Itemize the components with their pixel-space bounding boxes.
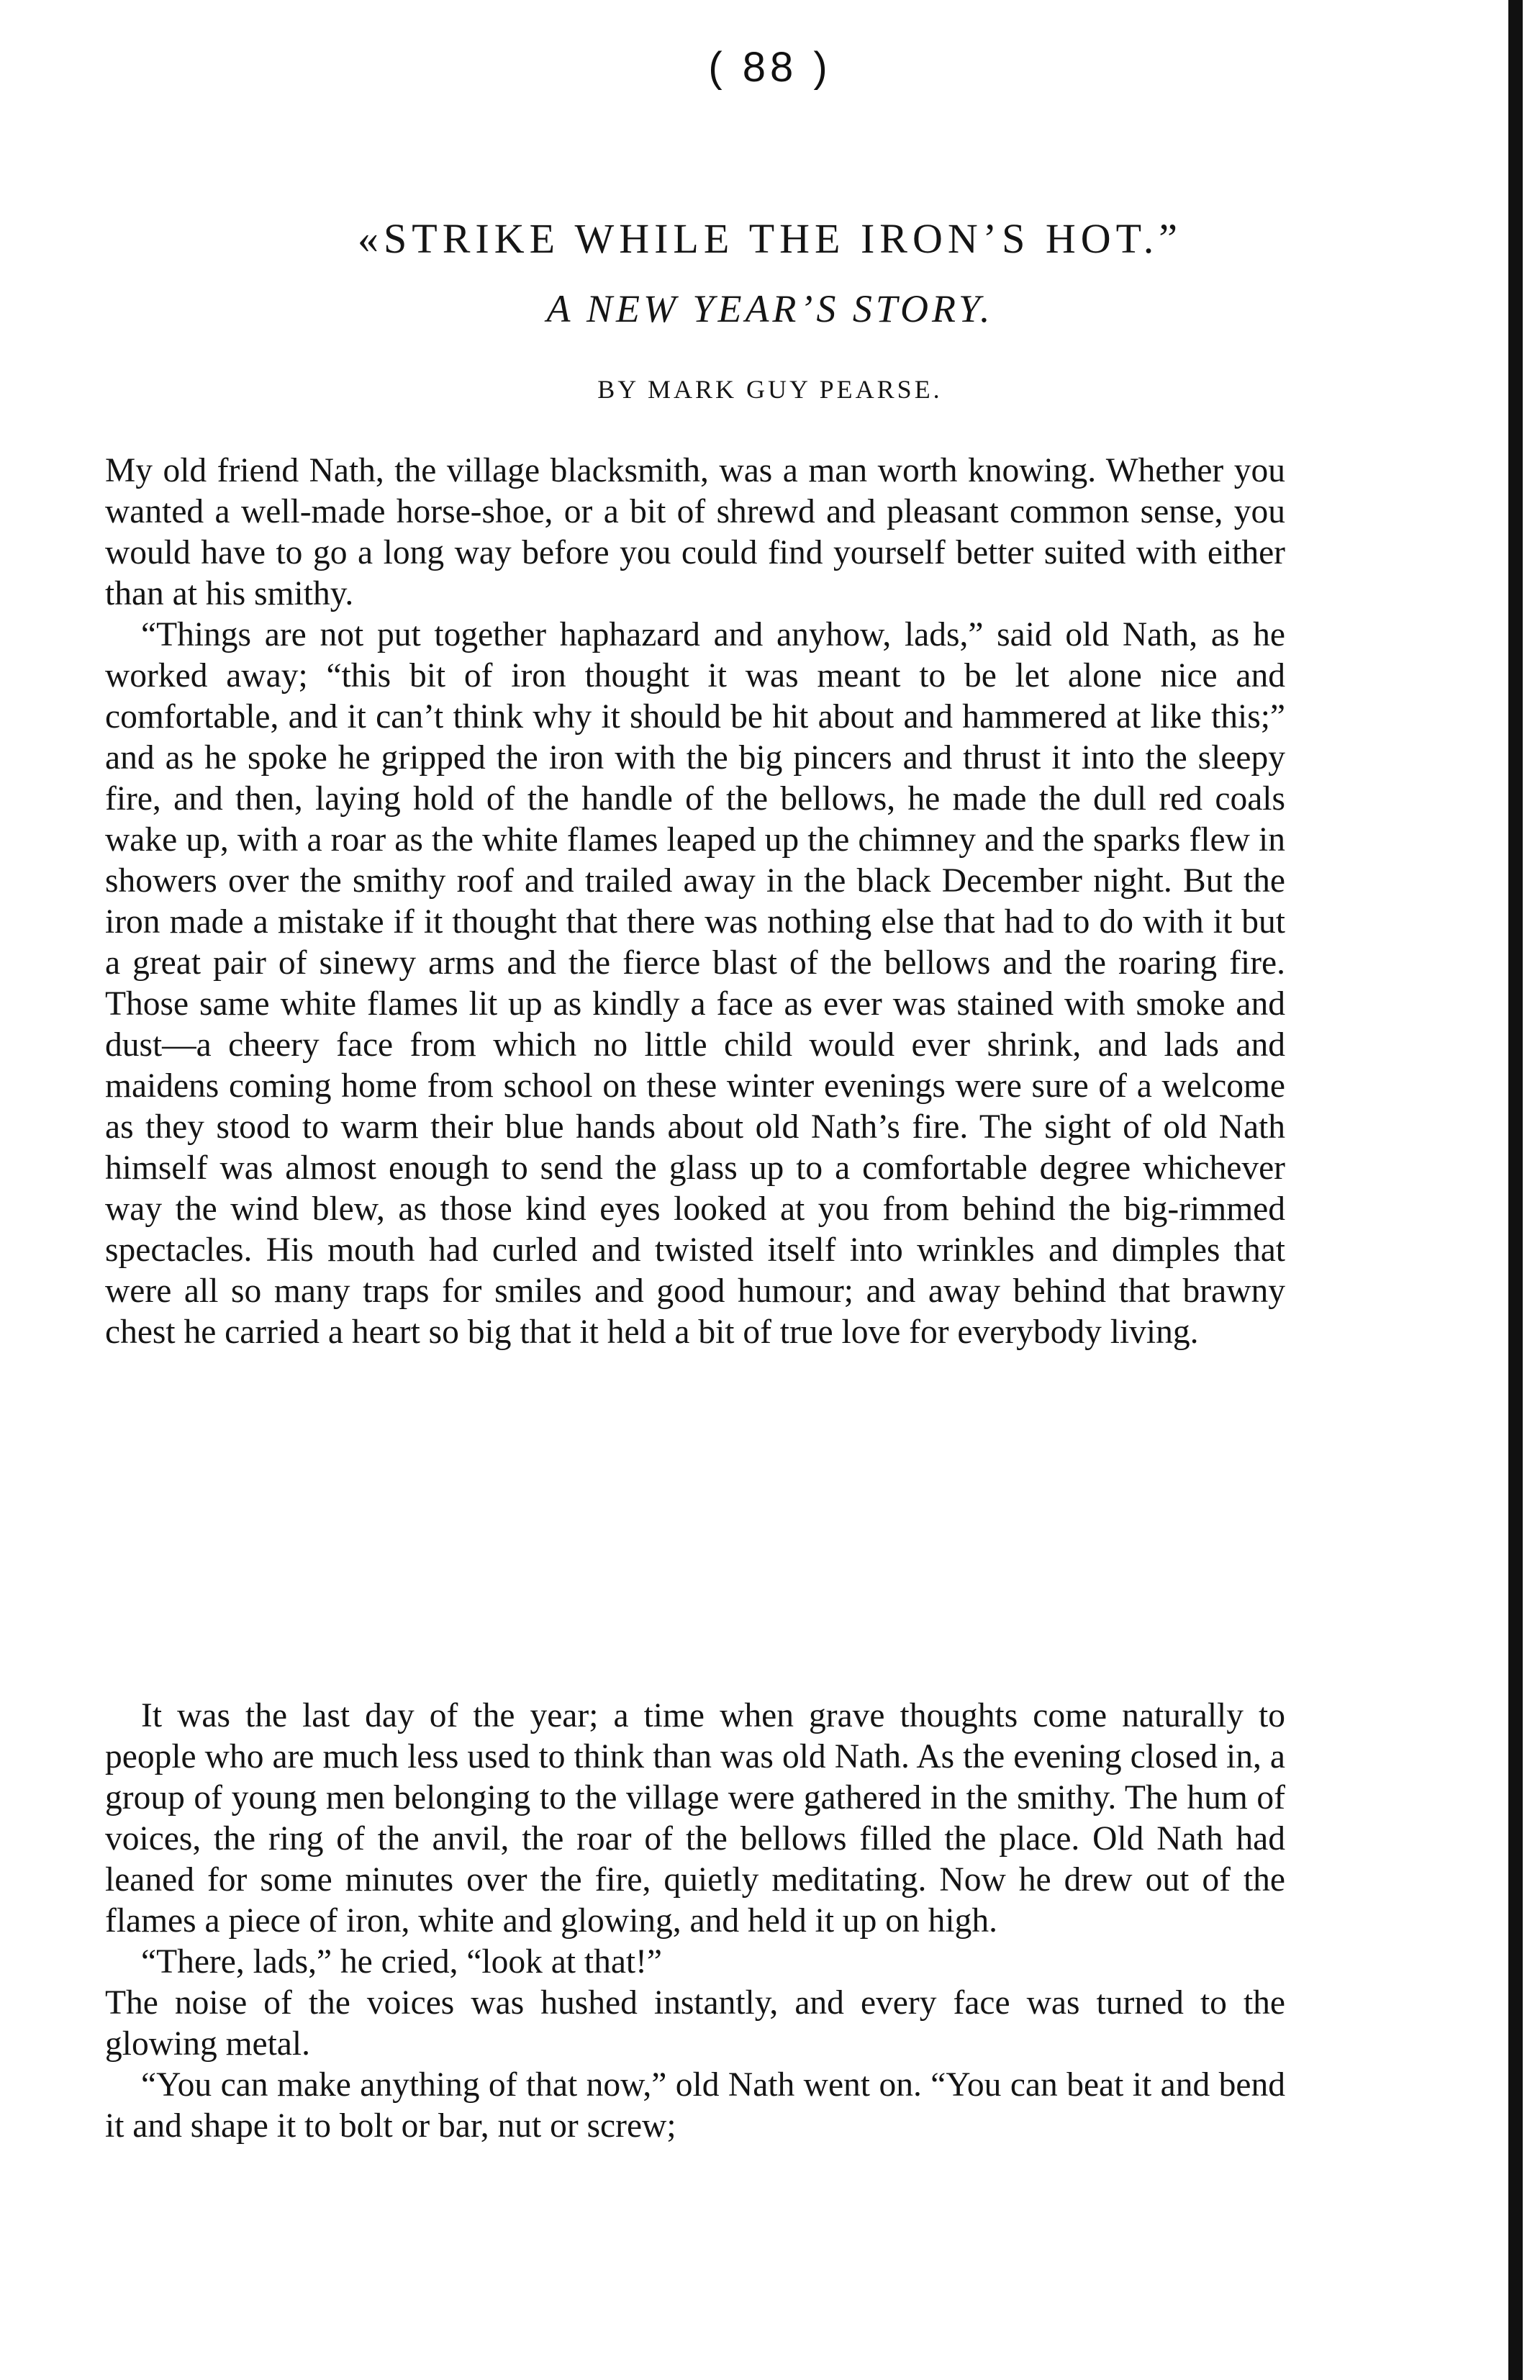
author-byline: BY MARK GUY PEARSE.: [597, 375, 943, 404]
paragraph: “There, lads,” he cried, “look at that!”: [141, 1943, 663, 1981]
story-title: «STRIKE WHILE THE IRON’S HOT.”: [358, 215, 1182, 262]
paragraph: It was the last day of the year; a time when grave thoughts come naturally to people who are much less used to think than was old Nath. As the evening closed in, a group of young men belonging to the village were gathered in the smithy. The hum of voices, the ring of the anvil, the roar of the bellows filled the place. Old Nath had leaned for some minutes over the fire, quietly meditating. Now he drew out of the flames a piece of iron, white and glowing, and held it up on high.: [105, 1697, 1285, 1940]
page-edge-rule: [1508, 0, 1523, 2380]
paragraph: “You can make anything of that now,” old Nath went on. “You can beat it and bend it and shape it to bolt or bar, nut or screw;: [105, 2066, 1285, 2145]
story-body-section-1: [105, 451, 1285, 1353]
paragraph: “Things are not put together haphazard and anyhow, lads,” said old Nath, as he worked away; “this bit of iron thought it was meant to be let alone nice and comfortable, and it can’t think why it should be hit about and hammered at like this;” and as he spoke he gripped the iron with the big pincers and thrust it into the sleepy fire, and then, laying hold of the handle of the bellows, he made the dull red coals wake up, with a roar as the white flames leaped up the chimney and the sparks flew in showers over the smithy roof and trailed away in the black December night. But the iron made a mistake if it thought that there was nothing else that had to do with it but a great pair of sinewy arms and the fierce blast of the bellows and the roaring fire. Those same white flames lit up as kindly a face as ever was stained with smoke and dust—a cheery face from which no little child would ever shrink, and lads and maidens coming home from school on these winter evenings were sure of a welcome as they stood to warm their blue hands about old Nath’s fire. The sight of old Nath himself was almost enough to send the glass up to a comfortable degree whichever way the wind blew, as those kind eyes looked at you from behind the big-rimmed spectacles. His mouth had curled and twisted itself into wrinkles and dimples that were all so many traps for smiles and good humour; and away behind that brawny chest he carried a heart so big that it held a bit of true love for everybody living.: [105, 616, 1285, 1351]
paragraph: The noise of the voices was hushed instantly, and every face was turned to the glowing metal.: [105, 1984, 1285, 2063]
page-number: ( 88 ): [708, 44, 832, 91]
paragraph: My old friend Nath, the village blacksmith, was a man worth knowing. Whether you wanted a well-made horse-shoe, or a bit of shrewd and pleasant common sense, you would have to go a long way before you could find yourself better suited with either than at his smithy.: [105, 452, 1285, 612]
story-body-section-2: [105, 1696, 1285, 2147]
story-subtitle: A NEW YEAR’S STORY.: [546, 287, 994, 330]
